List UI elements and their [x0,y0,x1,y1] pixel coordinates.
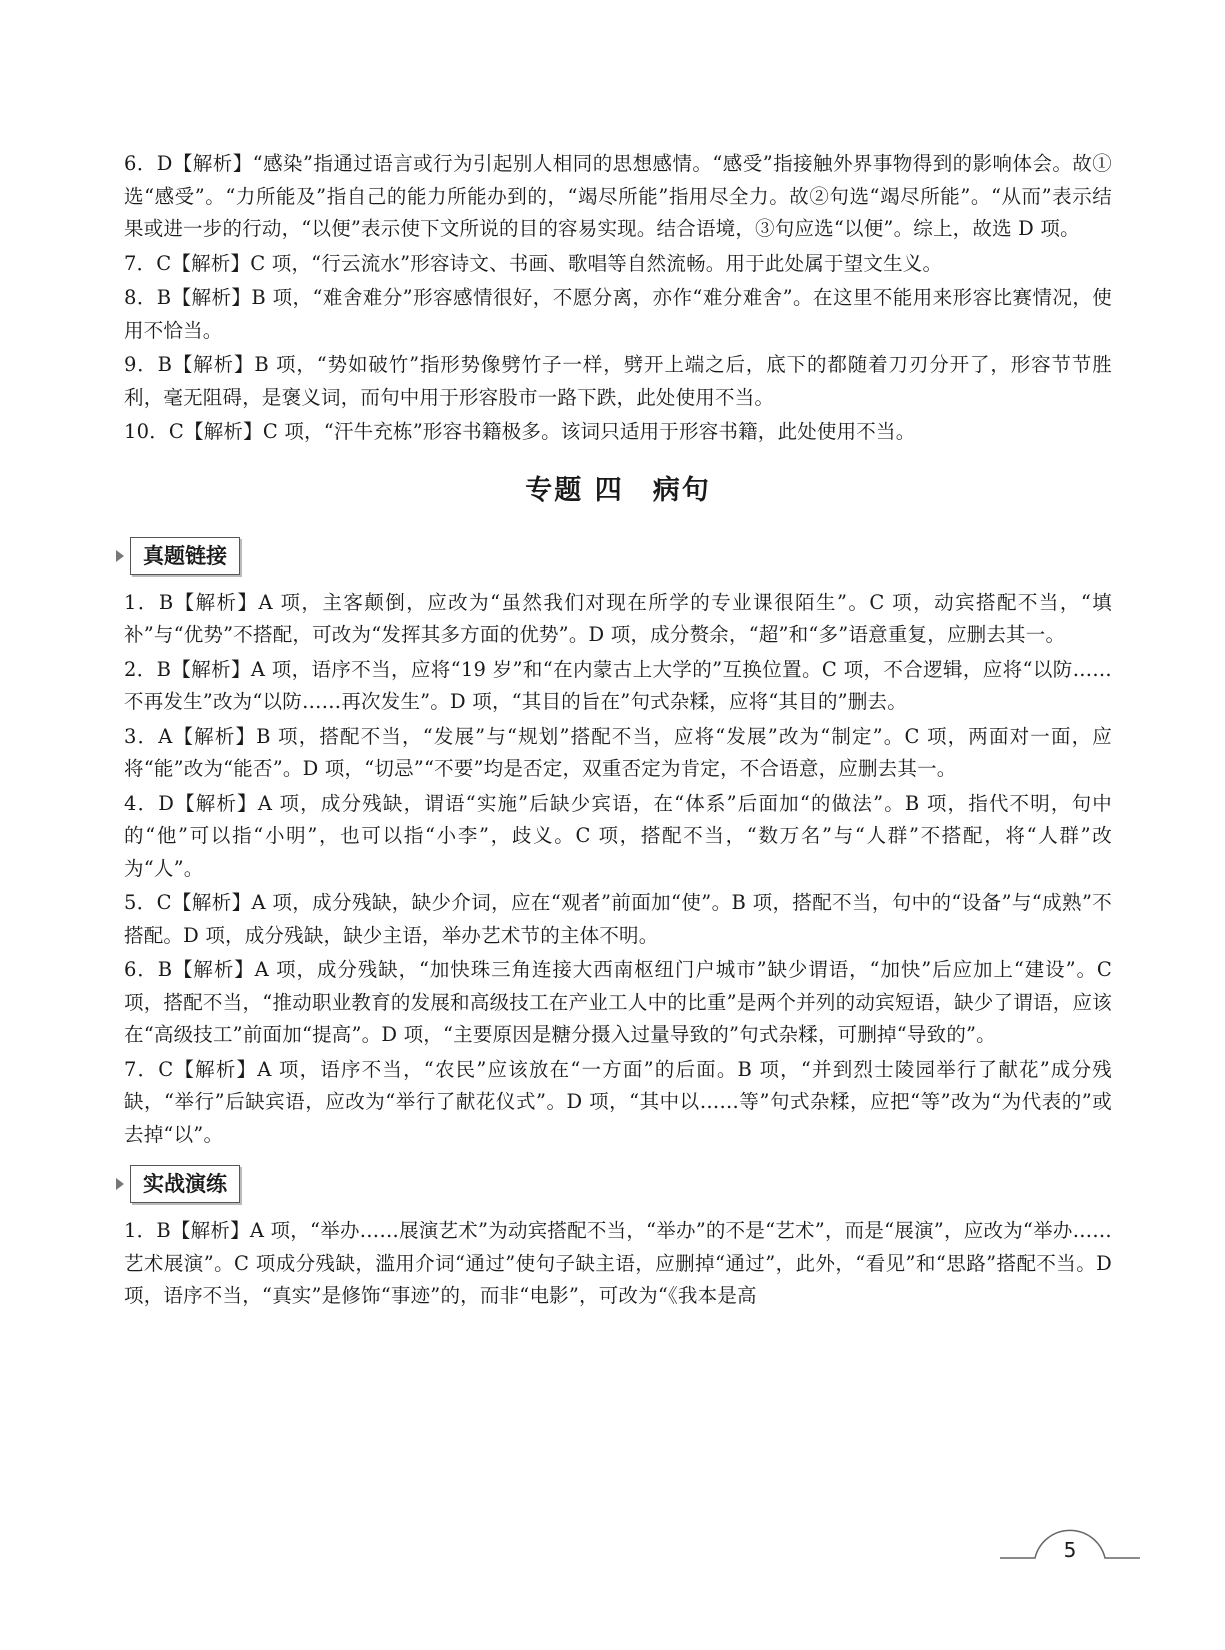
answer-item: 7．C【解析】A 项，语序不当，“农民”应该放在“一方面”的后面。B 项，“并到烈士陵园举行了献花”成分残缺，“举行”后缺宾语，应改为“举行了献花仪式”。D 项，“其中以……等”句式杂糅，应把“等”改为“为代表的”或去掉“以”。 [124,1057,1112,1146]
answer-item: 4．D【解析】A 项，成分残缺，谓语“实施”后缺少宾语，在“体系”后面加“的做法”。B 项，指代不明，句中的“他”可以指“小明”，也可以指“小李”，歧义。C 项，搭配不当，“数万名”与“人群”不搭配，将“人群”改为“人”。 [124,791,1112,880]
answer-item: 7．C【解析】C 项，“行云流水”形容诗文、书画、歌唱等自然流畅。用于此处属于望文生义。 [124,251,943,275]
triangle-bullet-icon [116,550,124,562]
chapter-title: 专题 四 病句 [525,474,711,506]
answer-item: 1．B【解析】A 项，“举办……展演艺术”为动宾搭配不当，“举办”的不是“艺术”，而是“展演”，应改为“举办……艺术展演”。C 项成分残缺，滥用介词“通过”使句子缺主语，应删掉“通过”，此外，“看见”和“思路”搭配不当。D 项，语序不当，“真实”是修饰“事迹”的，而非“电影”，可改为“《我本是高 [124,1219,1112,1307]
section-heading: 实战演练 [130,1165,240,1203]
page-footer [1000,1508,1140,1568]
answer-item: 6．B【解析】A 项，成分残缺，“加快珠三角连接大西南枢纽门户城市”缺少谓语，“加快”后应加上“建设”。C 项，搭配不当，“推动职业教育的发展和高级技工在产业工人中的比重”是两个并列的动宾短语，缺少了谓语，应该在“高级技工”前面加“提高”。D 项，“主要原因是糖分摄入过量导致的”句式杂糅，可删掉“导致的”。 [124,958,1112,1046]
answer-item: 8．B【解析】B 项，“难舍难分”形容感情很好，不愿分离，亦作“难分难舍”。在这里不能用来形容比赛情况，使用不恰当。 [124,286,1112,342]
section-header-real-questions [124,537,1112,575]
page-content [124,148,1112,1315]
page-number: 5 [1063,1538,1077,1562]
answer-item: 6．D【解析】“感染”指通过语言或行为引起别人相同的思想感情。“感受”指接触外界事物得到的影响体会。故①选“感受”。“力所能及”指自己的能力所能办到的，“竭尽所能”指用尽全力。故②句选“竭尽所能”。“从而”表示结果或进一步的行动，“以便”表示使下文所说的目的容易实现。结合语境，③句应选“以便”。综上，故选 D 项。 [124,152,1112,240]
answer-item: 1．B【解析】A 项，主客颠倒，应改为“虽然我们对现在所学的专业课很陌生”。C 项，动宾搭配不当，“填补”与“优势”不搭配，可改为“发挥其多方面的优势”。D 项，成分赘余，“超”和“多”语意重复，应删去其一。 [124,590,1112,646]
answer-item: 9．B【解析】B 项，“势如破竹”指形势像劈竹子一样，劈开上端之后，底下的都随着刀刃分开了，形容节节胜利，毫无阻碍，是褒义词，而句中用于形容股市一路下跌，此处使用不当。 [124,353,1112,409]
section-header-practice [124,1165,1112,1203]
answer-item: 3．A【解析】B 项，搭配不当，“发展”与“规划”搭配不当，应将“发展”改为“制定”。C 项，两面对一面，应将“能”改为“能否”。D 项，“切忌”“不要”均是否定，双重否定为肯定，不合语意，应删去其一。 [124,724,1112,780]
section-heading: 真题链接 [130,537,240,575]
answer-item: 5．C【解析】A 项，成分残缺，缺少介词，应在“观者”前面加“使”。B 项，搭配不当，句中的“设备”与“成熟”不搭配。D 项，成分残缺，缺少主语，举办艺术节的主体不明。 [124,891,1112,947]
answer-item: 10．C【解析】C 项，“汗牛充栋”形容书籍极多。该词只适用于形容书籍，此处使用不当。 [124,420,916,443]
answer-item: 2．B【解析】A 项，语序不当，应将“19 岁”和“在内蒙古上大学的”互换位置。C 项，不合逻辑，应将“以防……不再发生”改为“以防……再次发生”。D 项，“其目的旨在”句式杂糅，应将“其目的”删去。 [124,657,1112,713]
triangle-bullet-icon [116,1178,124,1190]
